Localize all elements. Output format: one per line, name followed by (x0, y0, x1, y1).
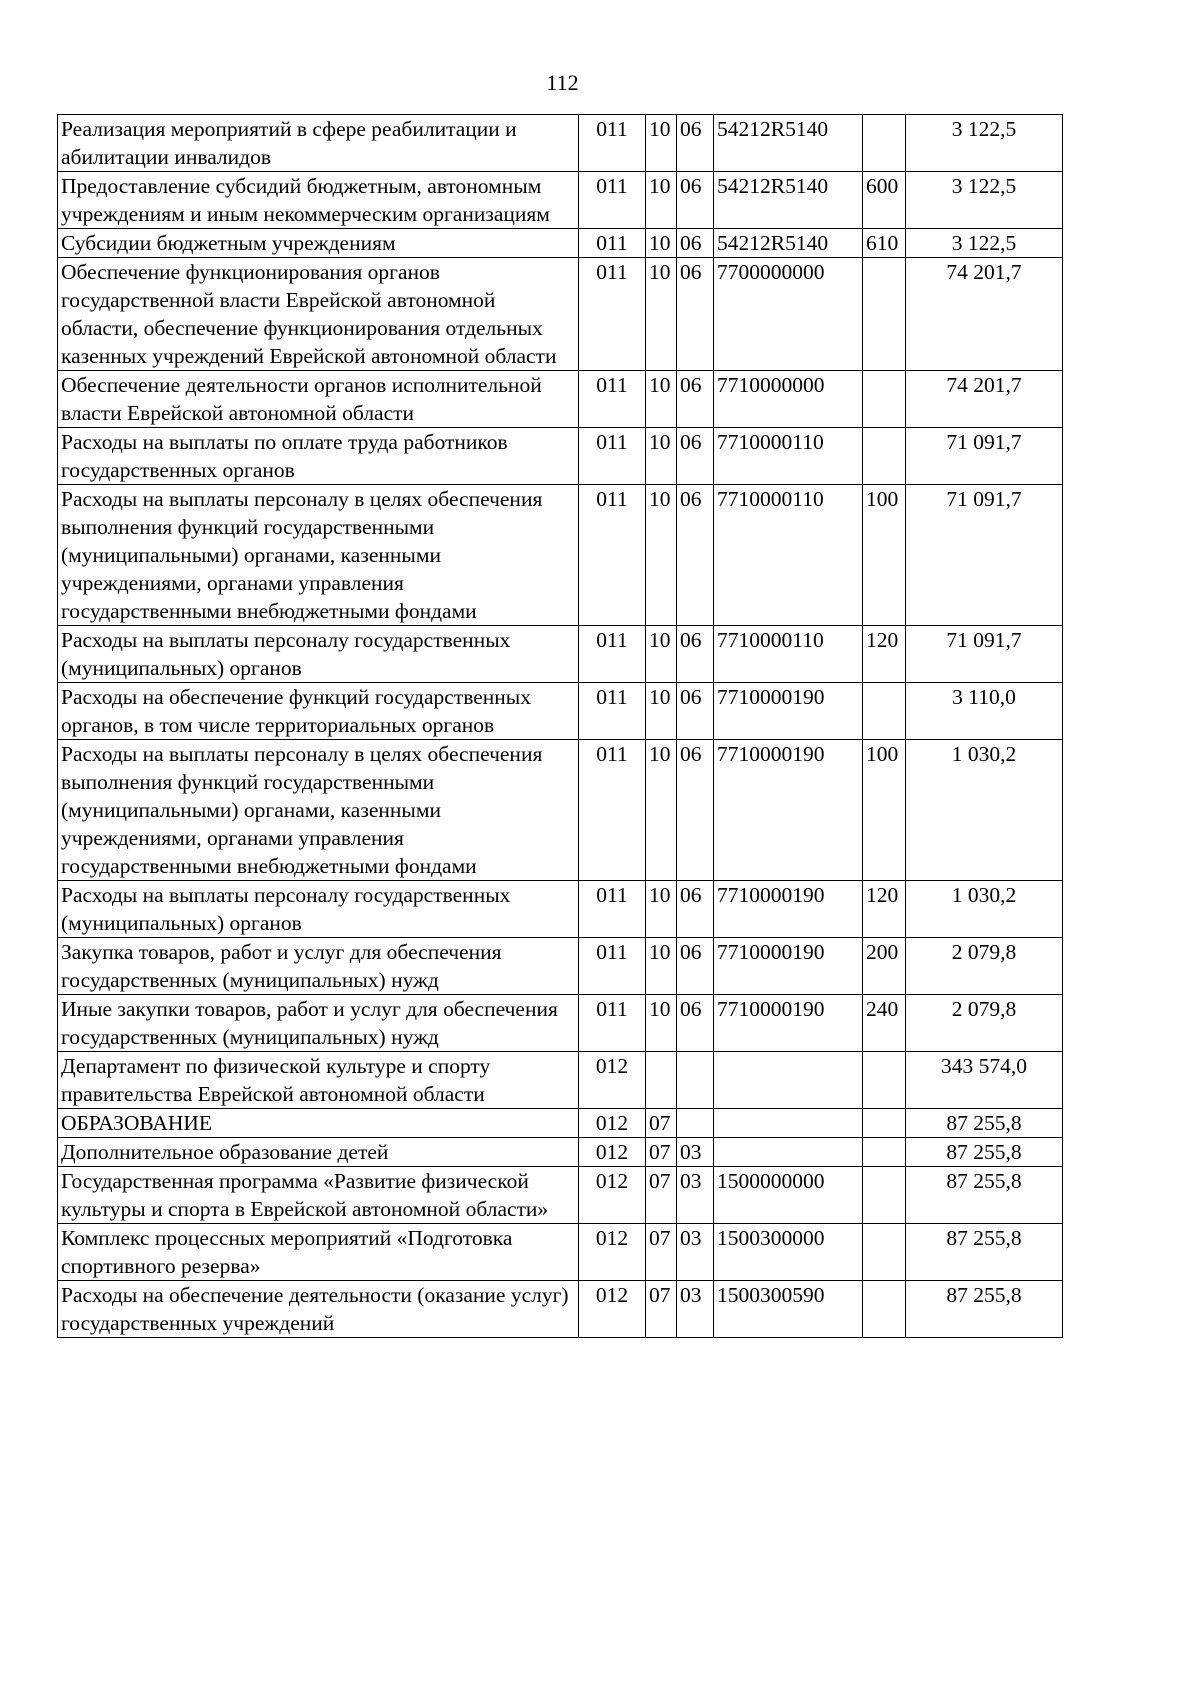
row-subsection-code-cell: 06 (677, 371, 714, 428)
table-row (58, 485, 1063, 626)
table-row (58, 995, 1063, 1052)
row-section-code-cell: 10 (646, 371, 677, 428)
row-name-cell: Предоставление субсидий бюджетным, автономным учреждениям и иным некоммерческим организациям (58, 172, 579, 229)
row-section-code-cell: 10 (646, 626, 677, 683)
row-expense-type-cell: 100 (863, 485, 906, 626)
row-target-article-cell: 7710000190 (714, 683, 863, 740)
row-target-article-cell: 54212R5140 (714, 172, 863, 229)
row-subsection-code-cell (677, 1052, 714, 1109)
row-expense-type-cell: 610 (863, 229, 906, 258)
row-name-cell: Расходы на выплаты персоналу в целях обеспечения выполнения функций государственными (муниципальными) органами, казенными учреждениями, органами управления государственными внебюджетными фондами (58, 740, 579, 881)
row-section-code-cell: 10 (646, 229, 677, 258)
row-amount-cell: 74 201,7 (906, 371, 1063, 428)
row-name-cell: Обеспечение деятельности органов исполнительной власти Еврейской автономной области (58, 371, 579, 428)
row-target-article-cell: 7710000110 (714, 428, 863, 485)
row-section-code-cell: 10 (646, 485, 677, 626)
row-ved-code-cell: 012 (579, 1167, 646, 1224)
row-amount-cell: 3 122,5 (906, 172, 1063, 229)
row-ved-code-cell: 011 (579, 428, 646, 485)
row-subsection-code-cell: 06 (677, 485, 714, 626)
row-ved-code-cell: 012 (579, 1109, 646, 1138)
row-subsection-code-cell: 06 (677, 172, 714, 229)
row-section-code-cell: 10 (646, 258, 677, 371)
row-ved-code-cell: 011 (579, 115, 646, 172)
table-row (58, 1138, 1063, 1167)
row-ved-code-cell: 011 (579, 881, 646, 938)
row-expense-type-cell (863, 1052, 906, 1109)
row-amount-cell: 71 091,7 (906, 485, 1063, 626)
row-target-article-cell: 7710000190 (714, 740, 863, 881)
row-section-code-cell: 10 (646, 428, 677, 485)
row-subsection-code-cell: 06 (677, 683, 714, 740)
row-name-cell: Расходы на выплаты персоналу в целях обеспечения выполнения функций государственными (муниципальными) органами, казенными учреждениями, органами управления государственными внебюджетными фондами (58, 485, 579, 626)
table-row (58, 1224, 1063, 1281)
row-section-code-cell (646, 1052, 677, 1109)
row-expense-type-cell (863, 683, 906, 740)
row-expense-type-cell: 240 (863, 995, 906, 1052)
row-subsection-code-cell: 06 (677, 938, 714, 995)
row-subsection-code-cell: 06 (677, 626, 714, 683)
row-expense-type-cell (863, 258, 906, 371)
row-name-cell: Государственная программа «Развитие физической культуры и спорта в Еврейской автономной области» (58, 1167, 579, 1224)
row-amount-cell: 1 030,2 (906, 740, 1063, 881)
row-target-article-cell: 7710000190 (714, 995, 863, 1052)
row-ved-code-cell: 011 (579, 371, 646, 428)
row-target-article-cell: 7710000000 (714, 371, 863, 428)
row-subsection-code-cell: 03 (677, 1281, 714, 1338)
row-target-article-cell: 54212R5140 (714, 229, 863, 258)
table-row (58, 115, 1063, 172)
row-name-cell: Дополнительное образование детей (58, 1138, 579, 1167)
row-section-code-cell: 10 (646, 740, 677, 881)
row-section-code-cell: 07 (646, 1109, 677, 1138)
table-row (58, 1052, 1063, 1109)
row-target-article-cell (714, 1138, 863, 1167)
row-amount-cell: 87 255,8 (906, 1138, 1063, 1167)
row-ved-code-cell: 011 (579, 740, 646, 881)
row-amount-cell: 3 122,5 (906, 115, 1063, 172)
row-section-code-cell: 10 (646, 683, 677, 740)
table-row (58, 1167, 1063, 1224)
row-amount-cell: 2 079,8 (906, 938, 1063, 995)
row-expense-type-cell: 120 (863, 881, 906, 938)
row-amount-cell: 71 091,7 (906, 428, 1063, 485)
row-target-article-cell: 54212R5140 (714, 115, 863, 172)
row-expense-type-cell: 120 (863, 626, 906, 683)
budget-table (57, 114, 1063, 1338)
row-amount-cell: 3 122,5 (906, 229, 1063, 258)
row-ved-code-cell: 011 (579, 938, 646, 995)
row-name-cell: Закупка товаров, работ и услуг для обеспечения государственных (муниципальных) нужд (58, 938, 579, 995)
row-expense-type-cell (863, 1109, 906, 1138)
table-row (58, 938, 1063, 995)
row-ved-code-cell: 011 (579, 229, 646, 258)
page-number: 112 (546, 70, 579, 95)
row-ved-code-cell: 012 (579, 1281, 646, 1338)
row-expense-type-cell: 600 (863, 172, 906, 229)
table-row (58, 172, 1063, 229)
row-section-code-cell: 10 (646, 115, 677, 172)
row-name-cell: Расходы на выплаты персоналу государственных (муниципальных) органов (58, 626, 579, 683)
row-amount-cell: 71 091,7 (906, 626, 1063, 683)
row-section-code-cell: 07 (646, 1281, 677, 1338)
row-section-code-cell: 10 (646, 172, 677, 229)
row-expense-type-cell (863, 371, 906, 428)
row-ved-code-cell: 011 (579, 485, 646, 626)
row-amount-cell: 87 255,8 (906, 1224, 1063, 1281)
row-name-cell: ОБРАЗОВАНИЕ (58, 1109, 579, 1138)
row-subsection-code-cell: 06 (677, 229, 714, 258)
row-target-article-cell: 1500300000 (714, 1224, 863, 1281)
table-row (58, 881, 1063, 938)
row-expense-type-cell (863, 428, 906, 485)
row-amount-cell: 1 030,2 (906, 881, 1063, 938)
row-subsection-code-cell: 06 (677, 428, 714, 485)
row-target-article-cell: 1500300590 (714, 1281, 863, 1338)
row-name-cell: Расходы на выплаты по оплате труда работников государственных органов (58, 428, 579, 485)
row-amount-cell: 87 255,8 (906, 1281, 1063, 1338)
row-expense-type-cell: 100 (863, 740, 906, 881)
row-name-cell: Субсидии бюджетным учреждениям (58, 229, 579, 258)
row-ved-code-cell: 012 (579, 1052, 646, 1109)
row-expense-type-cell: 200 (863, 938, 906, 995)
row-ved-code-cell: 011 (579, 995, 646, 1052)
row-name-cell: Реализация мероприятий в сфере реабилитации и абилитации инвалидов (58, 115, 579, 172)
row-ved-code-cell: 011 (579, 683, 646, 740)
row-name-cell: Обеспечение функционирования органов государственной власти Еврейской автономной области, обеспечение функционирования отдельных казенных учреждений Еврейской автономной области (58, 258, 579, 371)
row-expense-type-cell (863, 1138, 906, 1167)
row-ved-code-cell: 011 (579, 626, 646, 683)
row-amount-cell: 74 201,7 (906, 258, 1063, 371)
row-amount-cell: 87 255,8 (906, 1109, 1063, 1138)
table-row (58, 1281, 1063, 1338)
row-target-article-cell: 7710000190 (714, 938, 863, 995)
row-target-article-cell: 7710000110 (714, 626, 863, 683)
row-subsection-code-cell: 06 (677, 258, 714, 371)
budget-table-body (58, 115, 1063, 1338)
row-section-code-cell: 07 (646, 1138, 677, 1167)
row-ved-code-cell: 011 (579, 258, 646, 371)
table-row (58, 258, 1063, 371)
row-subsection-code-cell: 06 (677, 115, 714, 172)
table-row (58, 371, 1063, 428)
row-ved-code-cell: 011 (579, 172, 646, 229)
row-amount-cell: 2 079,8 (906, 995, 1063, 1052)
row-amount-cell: 3 110,0 (906, 683, 1063, 740)
table-row (58, 740, 1063, 881)
row-subsection-code-cell: 03 (677, 1138, 714, 1167)
row-expense-type-cell (863, 115, 906, 172)
row-amount-cell: 87 255,8 (906, 1167, 1063, 1224)
row-section-code-cell: 10 (646, 995, 677, 1052)
row-expense-type-cell (863, 1281, 906, 1338)
row-subsection-code-cell: 06 (677, 995, 714, 1052)
row-target-article-cell: 7700000000 (714, 258, 863, 371)
row-name-cell: Расходы на обеспечение деятельности (оказание услуг) государственных учреждений (58, 1281, 579, 1338)
row-target-article-cell (714, 1052, 863, 1109)
row-section-code-cell: 07 (646, 1167, 677, 1224)
row-subsection-code-cell: 03 (677, 1167, 714, 1224)
table-row (58, 428, 1063, 485)
row-target-article-cell: 7710000110 (714, 485, 863, 626)
row-target-article-cell: 1500000000 (714, 1167, 863, 1224)
table-row (58, 1109, 1063, 1138)
row-name-cell: Иные закупки товаров, работ и услуг для обеспечения государственных (муниципальных) нужд (58, 995, 579, 1052)
row-amount-cell: 343 574,0 (906, 1052, 1063, 1109)
row-name-cell: Департамент по физической культуре и спорту правительства Еврейской автономной области (58, 1052, 579, 1109)
row-section-code-cell: 10 (646, 938, 677, 995)
row-section-code-cell: 07 (646, 1224, 677, 1281)
row-subsection-code-cell: 06 (677, 881, 714, 938)
table-row (58, 683, 1063, 740)
row-expense-type-cell (863, 1167, 906, 1224)
row-section-code-cell: 10 (646, 881, 677, 938)
row-target-article-cell: 7710000190 (714, 881, 863, 938)
row-name-cell: Расходы на обеспечение функций государственных органов, в том числе территориальных органов (58, 683, 579, 740)
row-name-cell: Расходы на выплаты персоналу государственных (муниципальных) органов (58, 881, 579, 938)
row-target-article-cell (714, 1109, 863, 1138)
row-expense-type-cell (863, 1224, 906, 1281)
row-subsection-code-cell: 03 (677, 1224, 714, 1281)
table-row (58, 229, 1063, 258)
row-ved-code-cell: 012 (579, 1138, 646, 1167)
row-ved-code-cell: 012 (579, 1224, 646, 1281)
row-name-cell: Комплекс процессных мероприятий «Подготовка спортивного резерва» (58, 1224, 579, 1281)
row-subsection-code-cell: 06 (677, 740, 714, 881)
row-subsection-code-cell (677, 1109, 714, 1138)
table-row (58, 626, 1063, 683)
